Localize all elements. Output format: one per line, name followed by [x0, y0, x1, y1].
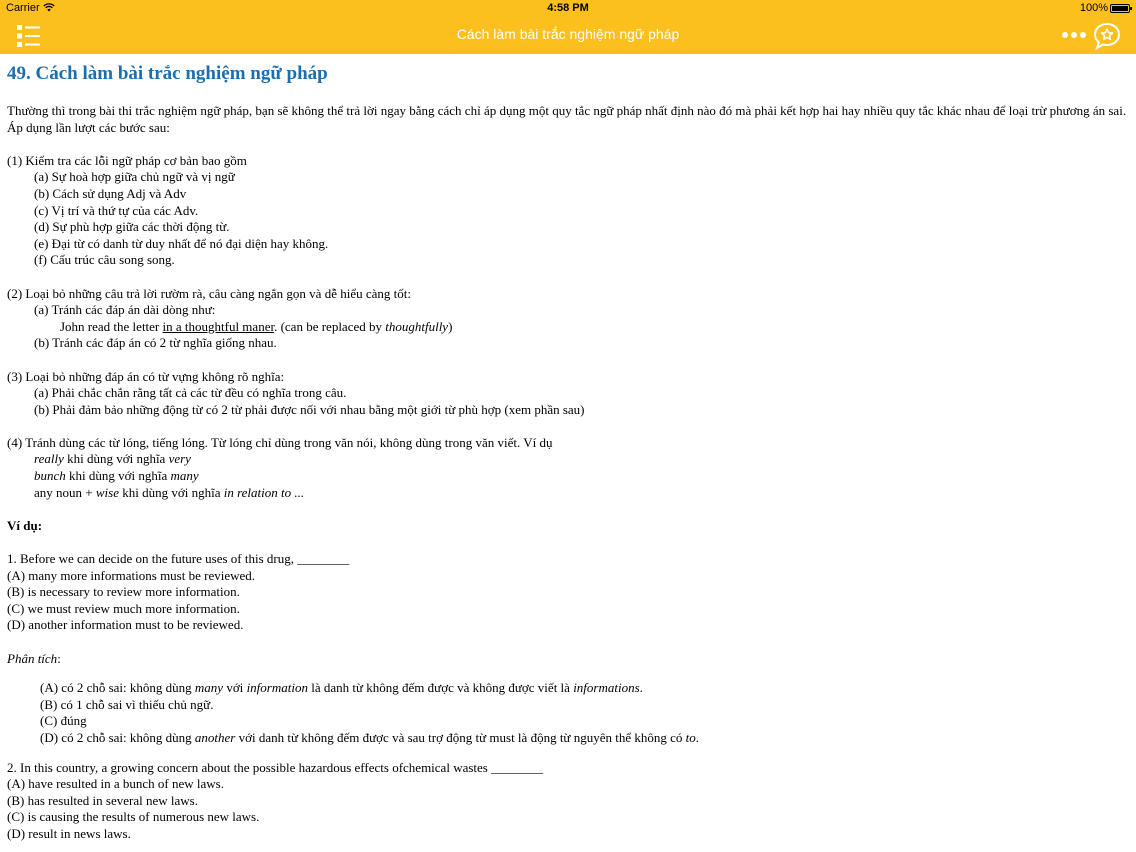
analysis-item: (C) đúng: [40, 713, 87, 729]
examples-label: Ví dụ:: [7, 517, 43, 533]
battery-icon: [1110, 4, 1130, 13]
step1-heading: (1) Kiểm tra các lỗi ngữ pháp cơ bản bao gồm: [7, 152, 247, 168]
battery-percent: 100%: [1079, 2, 1108, 14]
list-item: (a) Tránh các đáp án dài dòng như:: [34, 302, 216, 318]
option: (C) we must review much more information.: [7, 600, 240, 616]
analysis-item: (D) có 2 chỗ sai: không dùng another với danh từ không đếm được và sau trợ động từ must là động từ nguyên thể không có to.: [40, 729, 700, 745]
option: (B) has resulted in several new laws.: [7, 792, 198, 808]
feedback-button[interactable]: [1092, 21, 1122, 51]
list-item: bunch khi dùng với nghĩa many: [34, 468, 199, 484]
question-1: 1. Before we can decide on the future uses of this drug, ________: [7, 551, 350, 567]
list-item: really khi dùng với nghĩa very: [34, 451, 191, 467]
list-item: (e) Đại từ có danh từ duy nhất để nó đại diện hay không.: [34, 235, 329, 251]
option: (C) is causing the results of numerous new laws.: [7, 809, 260, 825]
nav-bar: [0, 0, 1136, 54]
step2-heading: (2) Loại bỏ những câu trả lời rườm rà, câu càng ngắn gọn và dễ hiểu càng tốt:: [7, 285, 411, 301]
chat-star-icon: [1092, 21, 1122, 51]
intro-paragraph: Thường thì trong bài thi trắc nghiệm ngữ pháp, bạn sẽ không thể trả lời ngay bằng cách chỉ áp dụng một quy tắc ngữ pháp nhất định nào đó mà phải kết hợp hai hay nhiều quy tắc khác nhau để loại trừ phương án sai. Áp dụng lần lượt các bước sau:: [7, 103, 1127, 135]
list-item: any noun + wise khi dùng với nghĩa in relation to ...: [34, 484, 305, 500]
list-item: (a) Sự hoà hợp giữa chủ ngữ và vị ngữ: [34, 169, 235, 185]
analysis-label: Phân tích:: [7, 650, 61, 666]
option: (D) result in news laws.: [7, 825, 131, 841]
list-item: (a) Phải chắc chắn rằng tất cả các từ đều có nghĩa trong câu.: [34, 385, 347, 401]
step4-heading: (4) Tránh dùng các từ lóng, tiếng lóng. Từ lóng chỉ dùng trong văn nói, không dùng trong văn viết. Ví dụ: [7, 434, 553, 450]
option: (D) another information must to be reviewed.: [7, 617, 244, 633]
article-content: [7, 62, 1129, 843]
step3-heading: (3) Loại bỏ những đáp án có từ vựng không rõ nghĩa:: [7, 368, 285, 384]
more-icon: [1060, 24, 1088, 46]
clock: 4:58 PM: [547, 2, 589, 14]
more-options-button[interactable]: [1060, 24, 1088, 46]
list-item: (b) Phải đảm bảo những động từ có 2 từ phải được nối với nhau bằng một giới từ phù hợp (xem phần sau): [34, 401, 585, 417]
page-title: Cách làm bài trắc nghiệm ngữ pháp: [456, 26, 680, 42]
list-item: (d) Sự phù hợp giữa các thời động từ.: [34, 219, 230, 235]
list-item: (f) Cấu trúc câu song song.: [34, 252, 175, 268]
option: (A) have resulted in a bunch of new laws.: [7, 776, 224, 792]
example-sentence: John read the letter in a thoughtful maner. (can be replaced by thoughtfully): [60, 318, 453, 334]
option: (B) is necessary to review more information.: [7, 584, 240, 600]
list-item: (b) Tránh các đáp án có 2 từ nghĩa giống nhau.: [34, 335, 277, 351]
question-2: 2. In this country, a growing concern about the possible hazardous effects ofchemical wastes ________: [7, 759, 544, 775]
option: (A) many more informations must be reviewed.: [7, 567, 256, 583]
list-item: (c) Vị trí và thứ tự của các Adv.: [34, 202, 199, 218]
article-title: 49. Cách làm bài trắc nghiệm ngữ pháp: [7, 63, 328, 84]
list-item: (b) Cách sử dụng Adj và Adv: [34, 185, 187, 201]
carrier-label: Carrier: [6, 2, 55, 14]
analysis-item: (B) có 1 chỗ sai vì thiếu chủ ngữ.: [40, 696, 214, 712]
analysis-item: (A) có 2 chỗ sai: không dùng many với information là danh từ không đếm được và không được viết là informations.: [40, 680, 643, 696]
